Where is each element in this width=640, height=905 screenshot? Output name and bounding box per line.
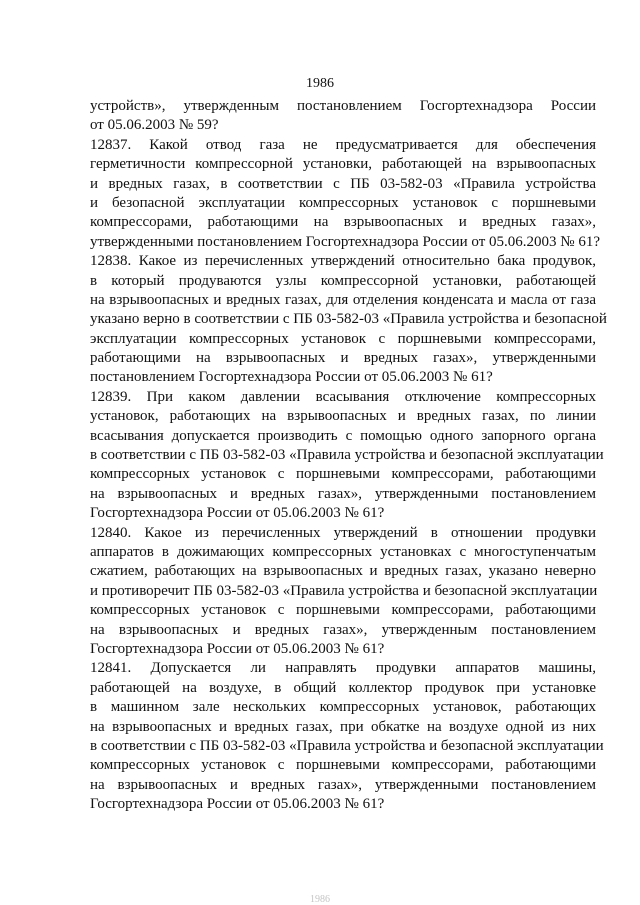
text-line: 12838. Какое из перечисленных утверждений относительно бака продувок, — [90, 253, 596, 270]
text-line: и безопасной эксплуатации компрессорных установок с поршневыми — [90, 194, 596, 211]
text-line: 12837. Какой отвод газа не предусматривается для обеспечения — [90, 136, 596, 153]
text-line: на взрывоопасных и вредных газах», утвержденными постановлением — [90, 485, 596, 502]
text-line: установок, работающих на взрывоопасных и вредных газах, по линии — [90, 408, 596, 425]
text-line: эксплуатации компрессорных установок с поршневыми компрессорами, — [90, 330, 596, 347]
text-line: 12840. Какое из перечисленных утверждений в отношении продувки — [90, 524, 596, 541]
text-line: аппаратов в дожимающих компрессорных установках с многоступенчатым — [90, 543, 596, 560]
text-line: утвержденными постановлением Госгортехнадзора России от 05.06.2003 № 61? — [90, 233, 600, 250]
text-line: указано верно в соответствии с ПБ 03-582-03 «Правила устройства и безопасной — [90, 311, 607, 328]
text-line: в который продуваются узлы компрессорной установки, работающей — [90, 272, 596, 289]
text-line: в соответствии с ПБ 03-582-03 «Правила устройства и безопасной эксплуатации — [90, 737, 604, 754]
text-line: в машинном зале нескольких компрессорных установок, работающих — [90, 699, 596, 716]
text-line: и вредных газах, в соответствии с ПБ 03-582-03 «Правила устройства — [90, 175, 596, 192]
text-line: 12839. При каком давлении всасывания отключение компрессорных — [90, 388, 596, 405]
text-line: герметичности компрессорной установки, работающей на взрывоопасных — [90, 156, 596, 173]
text-line: работающей на воздухе, в общий коллектор продувок при установке — [90, 679, 596, 696]
text-line: Госгортехнадзора России от 05.06.2003 № 61? — [90, 640, 385, 657]
text-line: всасывания допускается производить с помощью одного запорного органа — [90, 427, 596, 444]
text-line: Госгортехнадзора России от 05.06.2003 № 61? — [90, 796, 385, 813]
bottom-page-mark: 1986 — [310, 894, 330, 905]
text-line: устройств», утвержденным постановлением Госгортехнадзора России — [90, 98, 596, 114]
page-number: 1986 — [306, 76, 334, 91]
text-line: Госгортехнадзора России от 05.06.2003 № 61? — [90, 505, 385, 522]
text-line: на взрывоопасных и вредных газах, при обкатке на воздухе одной из них — [90, 718, 596, 735]
text-line: 12841. Допускается ли направлять продувки аппаратов машины, — [90, 660, 596, 677]
text-line: сжатием, работающих на взрывоопасных и вредных газах, указано неверно — [90, 563, 596, 580]
document-body — [90, 97, 607, 814]
text-line: работающими на взрывоопасных и вредных газах», утвержденными — [90, 350, 596, 367]
text-line: компрессорных установок с поршневыми компрессорами, работающими — [90, 466, 596, 483]
text-line: на взрывоопасных и вредных газах», утвержденным постановлением — [90, 621, 596, 638]
text-line: на взрывоопасных и вредных газах», утвержденными постановлением — [90, 776, 596, 793]
text-line: компрессорных установок с поршневыми компрессорами, работающими — [90, 602, 596, 619]
text-line: в соответствии с ПБ 03-582-03 «Правила устройства и безопасной эксплуатации — [90, 447, 604, 464]
text-line: компрессорами, работающими на взрывоопасных и вредных газах», — [90, 214, 596, 231]
text-line: от 05.06.2003 № 59? — [90, 117, 219, 134]
text-line: постановлением Госгортехнадзора России от 05.06.2003 № 61? — [90, 369, 493, 386]
text-line: на взрывоопасных и вредных газах, для отделения конденсата и масла от газа — [90, 291, 596, 308]
text-line: и противоречит ПБ 03-582-03 «Правила устройства и безопасной эксплуатации — [90, 582, 598, 599]
text-line: компрессорных установок с поршневыми компрессорами, работающими — [90, 757, 596, 774]
